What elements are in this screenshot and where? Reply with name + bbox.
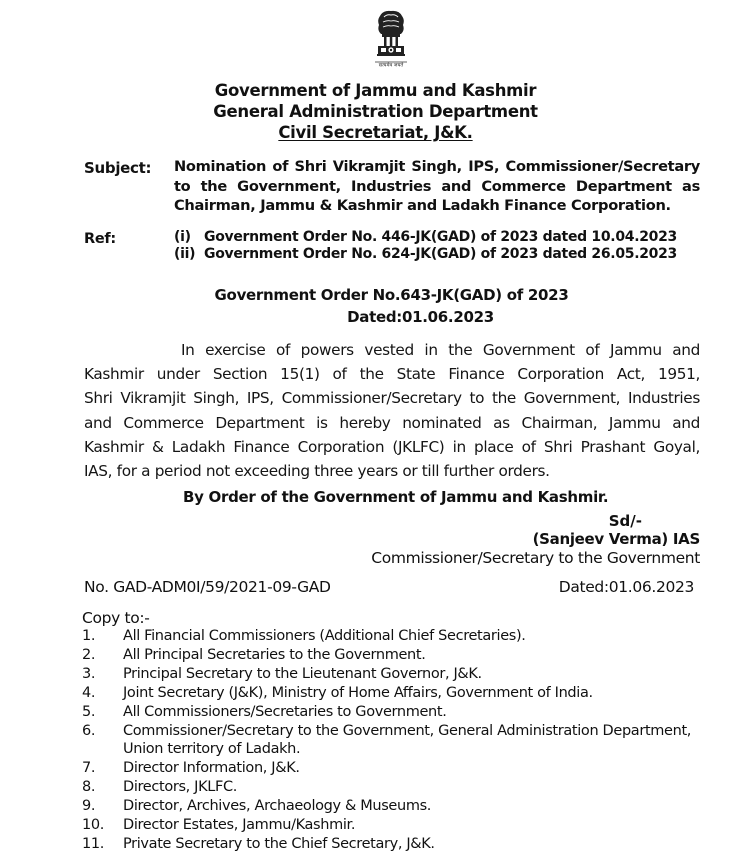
list-item	[82, 646, 712, 665]
list-item	[82, 627, 712, 646]
body-line: Shri Vikramjit Singh, IPS, Commissioner/Secretary to the Government, Industries	[84, 389, 700, 408]
ref-number: (ii)	[174, 246, 196, 262]
body-line: and Commerce Department is hereby nominated as Chairman, Jammu and	[84, 413, 700, 432]
ref-number: (i)	[174, 229, 191, 245]
national-emblem	[366, 8, 416, 68]
list-item	[82, 816, 712, 835]
list-text: All Principal Secretaries to the Government.	[123, 646, 426, 663]
signed-mark: Sd/-	[608, 512, 642, 530]
list-item	[82, 835, 712, 854]
list-text: Private Secretary to the Chief Secretary, J&K.	[123, 835, 435, 852]
order-number: Government Order No.643-JK(GAD) of 2023	[214, 286, 569, 304]
list-item	[82, 797, 712, 816]
ref-text: Government Order No. 446-JK(GAD) of 2023 dated 10.04.2023	[204, 229, 677, 245]
file-date: Dated:01.06.2023	[558, 578, 694, 596]
list-number: 11.	[82, 835, 105, 852]
list-item	[82, 684, 712, 703]
signatory-title: Commissioner/Secretary to the Government	[371, 549, 700, 567]
list-text: All Financial Commissioners (Additional Chief Secretaries).	[123, 628, 526, 644]
body-line: Kashmir under Section 15(1) of the State Finance Corporation Act, 1951,	[84, 365, 700, 384]
body-line: Kashmir & Ladakh Finance Corporation (JKLFC) in place of Shri Prashant Goyal,	[84, 437, 700, 456]
list-text: Joint Secretary (J&K), Ministry of Home Affairs, Government of India.	[123, 684, 593, 701]
signatory-name: (Sanjeev Verma) IAS	[532, 530, 700, 548]
list-number: 6.	[82, 722, 96, 739]
list-text: Commissioner/Secretary to the Government, General Administration Department, Union territory of Ladakh.	[123, 722, 692, 758]
file-number: No. GAD-ADM0I/59/2021-09-GAD	[84, 578, 331, 596]
order-date: Dated:01.06.2023	[347, 308, 494, 326]
svg-text:सत्यमेव जयते: सत्यमेव जयते	[378, 62, 404, 68]
list-item	[82, 778, 712, 797]
body-line: IAS, for a period not exceeding three years or till further orders.	[84, 462, 550, 481]
ref-item	[174, 229, 677, 245]
department-title: General Administration Department	[213, 102, 538, 121]
subject-line: Nomination of Shri Vikramjit Singh, IPS, Commissioner/Secretary	[174, 158, 700, 175]
list-item	[82, 722, 712, 760]
list-text: Director Information, J&K.	[123, 760, 300, 777]
list-number: 10.	[82, 817, 105, 834]
list-item	[82, 759, 712, 778]
list-number: 7.	[82, 760, 96, 777]
ref-text: Government Order No. 624-JK(GAD) of 2023 dated 26.05.2023	[204, 246, 677, 262]
list-number: 1.	[82, 628, 96, 644]
national-emblem-icon	[366, 8, 416, 68]
list-text: Director Estates, Jammu/Kashmir.	[123, 817, 356, 834]
list-number: 3.	[82, 665, 96, 682]
subject-label: Subject:	[84, 159, 152, 177]
list-number: 2.	[82, 646, 96, 663]
subject-line: to the Government, Industries and Commerce Department as	[174, 177, 700, 195]
ref-item	[174, 246, 677, 262]
subject-line: Chairman, Jammu & Kashmir and Ladakh Finance Corporation.	[174, 197, 671, 214]
list-text: Director, Archives, Archaeology & Museums.	[123, 798, 432, 815]
list-number: 5.	[82, 703, 96, 720]
list-item	[82, 665, 712, 684]
subject-text	[174, 157, 700, 216]
by-order-line: By Order of the Government of Jammu and Kashmir.	[183, 488, 609, 506]
government-title: Government of Jammu and Kashmir	[214, 81, 537, 100]
office-title: Civil Secretariat, J&K.	[278, 123, 473, 142]
ref-label: Ref:	[84, 231, 116, 247]
list-number: 4.	[82, 684, 96, 701]
list-number: 9.	[82, 798, 96, 815]
list-number: 8.	[82, 779, 96, 796]
list-item	[82, 703, 712, 722]
list-text: All Commissioners/Secretaries to Government.	[123, 703, 447, 720]
order-body	[84, 338, 700, 483]
list-text: Directors, JKLFC.	[123, 779, 238, 796]
list-text: Principal Secretary to the Lieutenant Governor, J&K.	[123, 665, 482, 682]
copy-list	[82, 627, 712, 854]
body-line: In exercise of powers vested in the Government of Jammu and	[181, 341, 700, 359]
copy-to-label: Copy to:-	[82, 609, 150, 627]
